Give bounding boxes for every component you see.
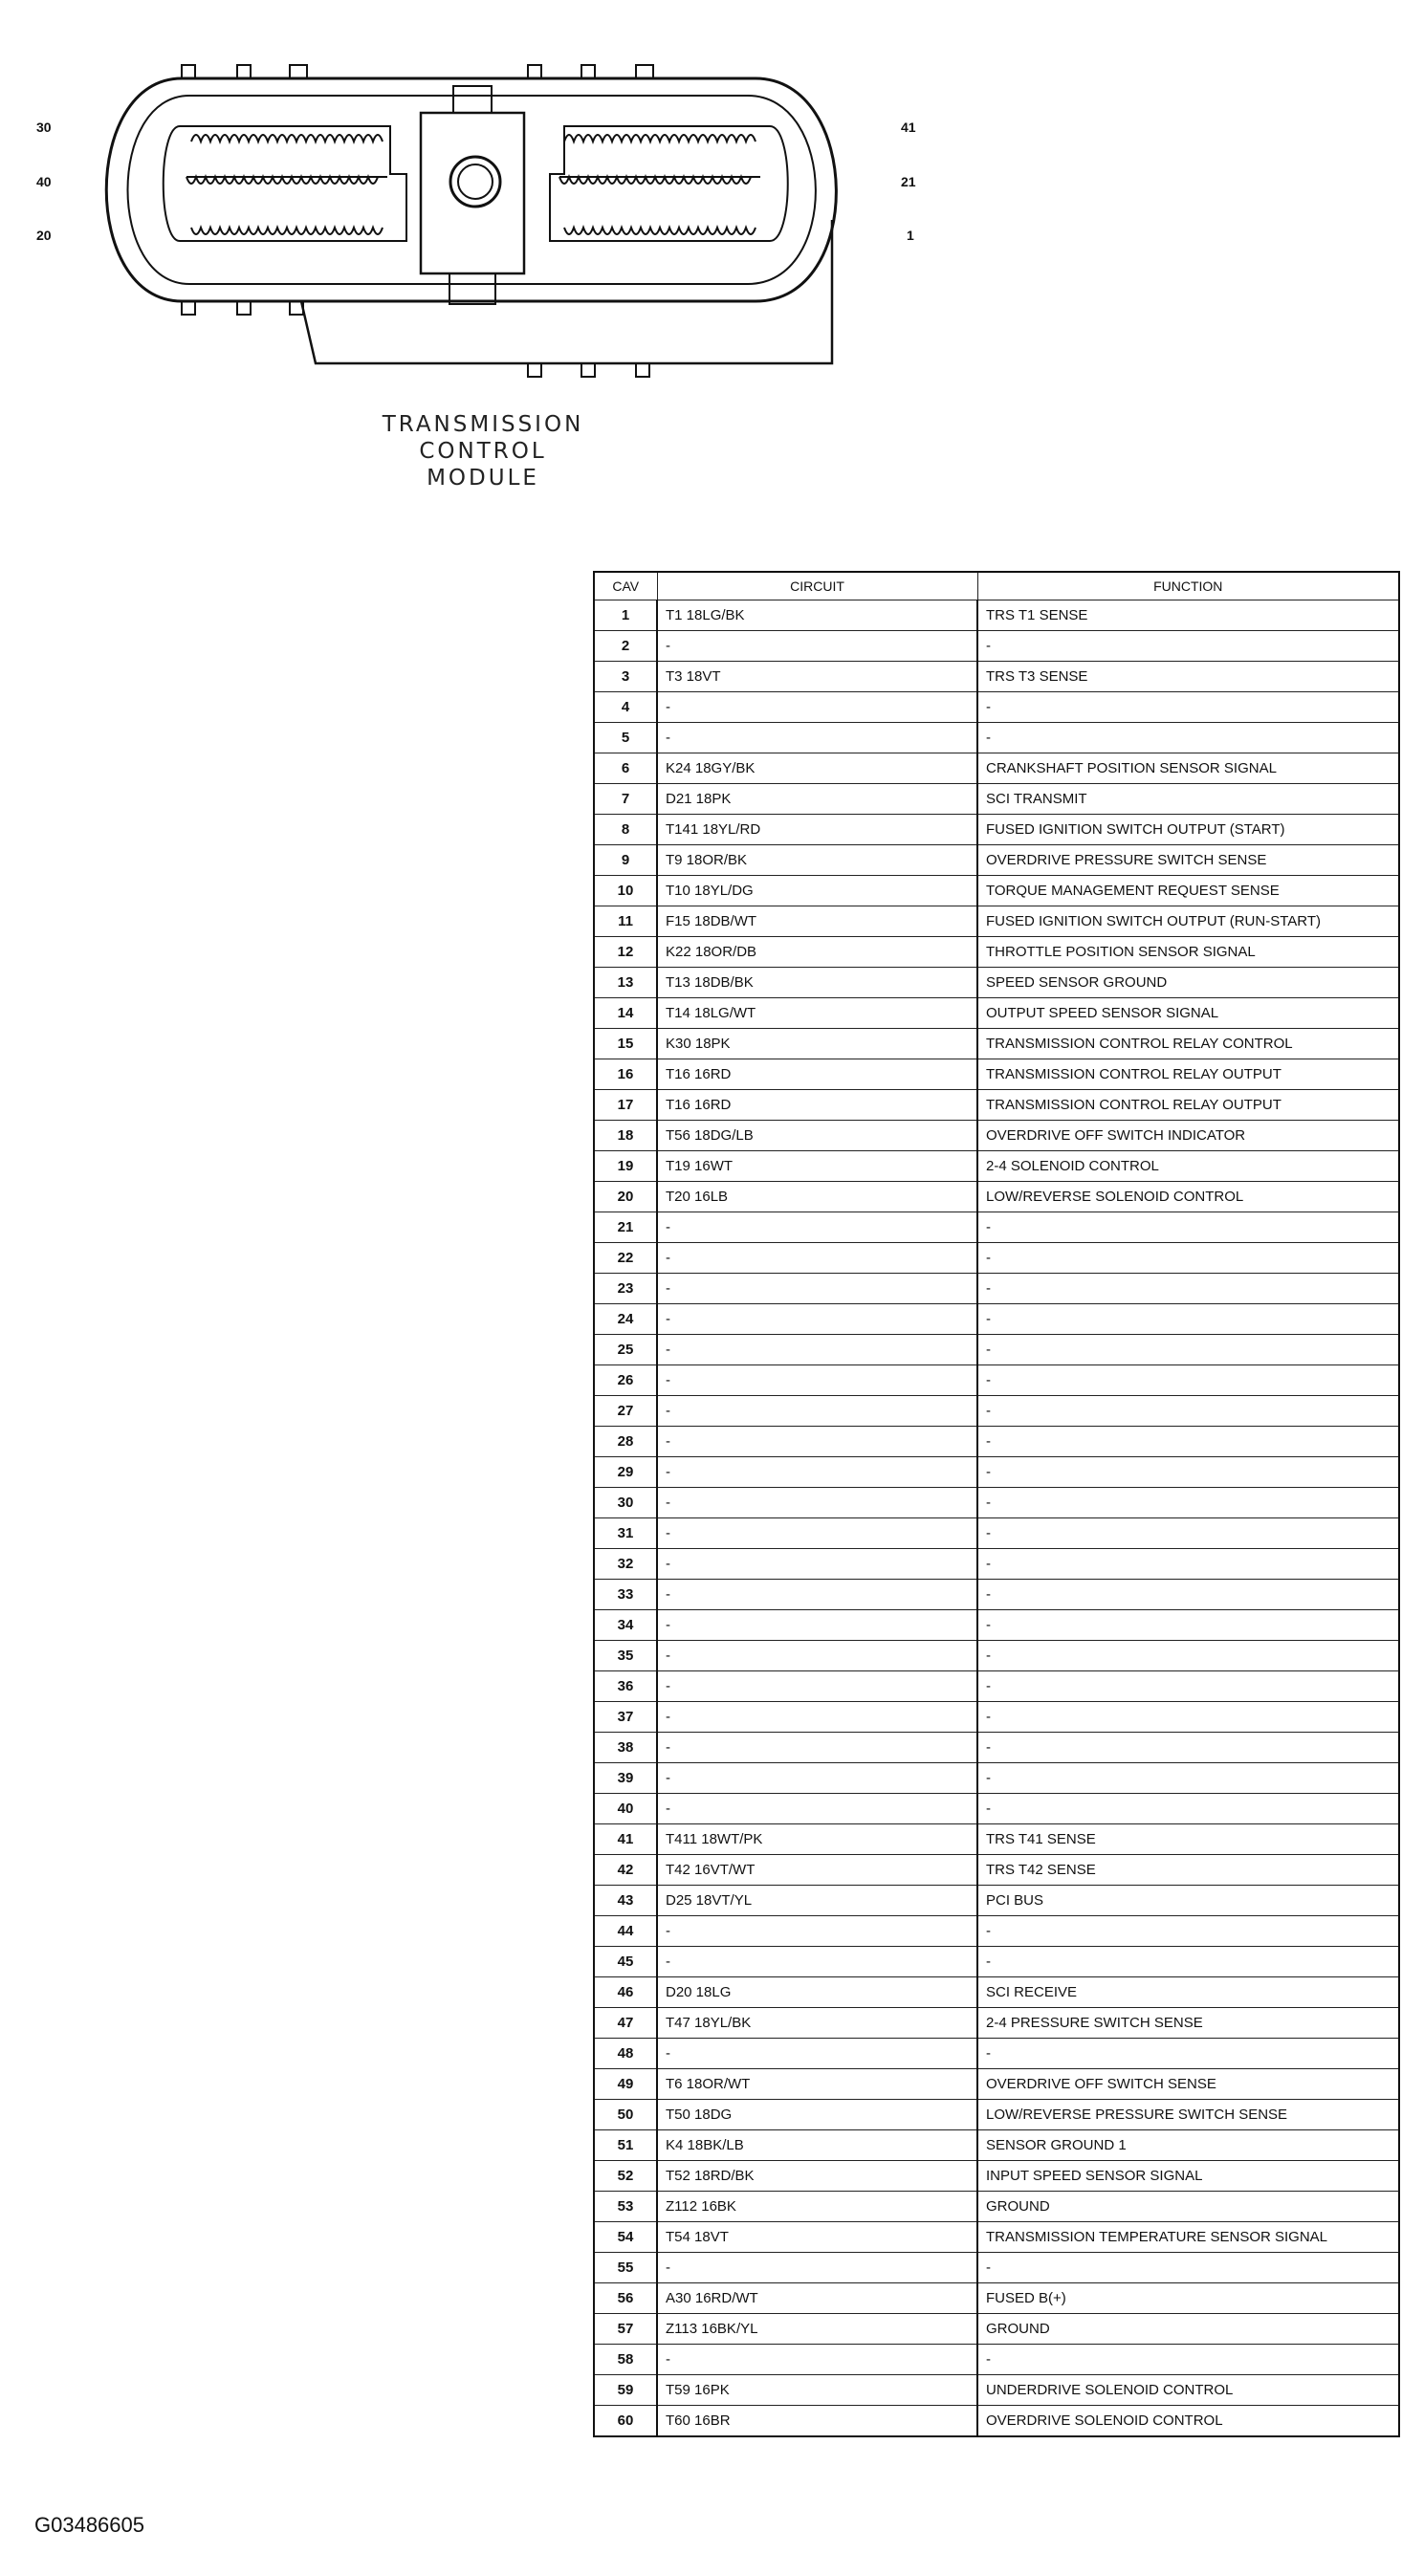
table-row (594, 1365, 1399, 1396)
cav-cell: 14 (594, 998, 657, 1029)
circuit-cell: T60 16BR (657, 2406, 977, 2437)
table-row (594, 1488, 1399, 1518)
circuit-cell: - (657, 1702, 977, 1733)
function-cell: GROUND (977, 2192, 1399, 2222)
cav-cell: 27 (594, 1396, 657, 1427)
function-cell: SCI TRANSMIT (977, 784, 1399, 815)
function-cell: PCI BUS (977, 1886, 1399, 1916)
cav-cell: 53 (594, 2192, 657, 2222)
table-row (594, 1243, 1399, 1274)
header-cav: CAV (594, 572, 657, 600)
function-cell: - (977, 1212, 1399, 1243)
circuit-cell: K22 18OR/DB (657, 937, 977, 968)
function-cell: - (977, 631, 1399, 662)
function-cell: TRANSMISSION TEMPERATURE SENSOR SIGNAL (977, 2222, 1399, 2253)
function-cell: LOW/REVERSE PRESSURE SWITCH SENSE (977, 2100, 1399, 2130)
circuit-cell: - (657, 1488, 977, 1518)
pinout-table (593, 571, 1400, 2437)
caption-line-3: MODULE (427, 466, 539, 491)
table-row (594, 1794, 1399, 1824)
pin-row-left-middle (186, 177, 387, 184)
cav-cell: 31 (594, 1518, 657, 1549)
table-row (594, 1396, 1399, 1427)
function-cell: TRS T41 SENSE (977, 1824, 1399, 1855)
function-cell: 2-4 PRESSURE SWITCH SENSE (977, 2008, 1399, 2039)
table-row (594, 1824, 1399, 1855)
cav-cell: 34 (594, 1610, 657, 1641)
cav-cell: 17 (594, 1090, 657, 1121)
table-row (594, 1335, 1399, 1365)
function-cell: TRANSMISSION CONTROL RELAY CONTROL (977, 1029, 1399, 1059)
cav-cell: 43 (594, 1886, 657, 1916)
circuit-cell: T13 18DB/BK (657, 968, 977, 998)
cav-cell: 30 (594, 1488, 657, 1518)
cav-cell: 56 (594, 2283, 657, 2314)
table-row (594, 2100, 1399, 2130)
circuit-cell: T141 18YL/RD (657, 815, 977, 845)
circuit-cell: T59 16PK (657, 2375, 977, 2406)
function-cell: OVERDRIVE PRESSURE SWITCH SENSE (977, 845, 1399, 876)
table-row (594, 723, 1399, 753)
cav-cell: 38 (594, 1733, 657, 1763)
circuit-cell: - (657, 1549, 977, 1580)
circuit-cell: T6 18OR/WT (657, 2069, 977, 2100)
cav-cell: 59 (594, 2375, 657, 2406)
circuit-cell: T14 18LG/WT (657, 998, 977, 1029)
table-row (594, 937, 1399, 968)
cav-cell: 55 (594, 2253, 657, 2283)
table-row (594, 1733, 1399, 1763)
circuit-cell: - (657, 1365, 977, 1396)
circuit-cell: T54 18VT (657, 2222, 977, 2253)
cav-cell: 20 (594, 1182, 657, 1212)
circuit-cell: - (657, 2039, 977, 2069)
caption-line-1: TRANSMISSION (382, 412, 584, 437)
function-cell: FUSED IGNITION SWITCH OUTPUT (RUN-START) (977, 906, 1399, 937)
cav-cell: 7 (594, 784, 657, 815)
circuit-cell: - (657, 2253, 977, 2283)
function-cell: TRS T3 SENSE (977, 662, 1399, 692)
circuit-cell: - (657, 1396, 977, 1427)
table-row (594, 2130, 1399, 2161)
function-cell: - (977, 1916, 1399, 1947)
circuit-cell: - (657, 1916, 977, 1947)
circuit-cell: T50 18DG (657, 2100, 977, 2130)
cav-cell: 3 (594, 662, 657, 692)
function-cell: - (977, 1763, 1399, 1794)
table-row (594, 815, 1399, 845)
pin-label-1: 1 (907, 228, 914, 243)
table-row (594, 968, 1399, 998)
table-row (594, 2314, 1399, 2345)
circuit-cell: D21 18PK (657, 784, 977, 815)
cav-cell: 32 (594, 1549, 657, 1580)
function-cell: 2-4 SOLENOID CONTROL (977, 1151, 1399, 1182)
function-cell: - (977, 1335, 1399, 1365)
cav-cell: 51 (594, 2130, 657, 2161)
function-cell: - (977, 1733, 1399, 1763)
function-cell: SENSOR GROUND 1 (977, 2130, 1399, 2161)
circuit-cell: Z113 16BK/YL (657, 2314, 977, 2345)
table-row (594, 1518, 1399, 1549)
function-cell: - (977, 1243, 1399, 1274)
table-row (594, 876, 1399, 906)
cav-cell: 60 (594, 2406, 657, 2437)
pin-row-right-middle (559, 177, 760, 184)
table-row (594, 1977, 1399, 2008)
function-cell: - (977, 1274, 1399, 1304)
circuit-cell: - (657, 723, 977, 753)
table-body (594, 600, 1399, 2437)
circuit-cell: - (657, 1304, 977, 1335)
function-cell: - (977, 692, 1399, 723)
table-row (594, 1763, 1399, 1794)
pin-label-30: 30 (36, 120, 52, 135)
cav-cell: 47 (594, 2008, 657, 2039)
table-row (594, 2222, 1399, 2253)
circuit-cell: - (657, 1641, 977, 1671)
table-row (594, 1121, 1399, 1151)
pin-row-right-bottom (564, 228, 756, 234)
figure-id: G03486605 (34, 2513, 144, 2537)
table-row (594, 1702, 1399, 1733)
circuit-cell: T42 16VT/WT (657, 1855, 977, 1886)
cav-cell: 41 (594, 1824, 657, 1855)
function-cell: FUSED B(+) (977, 2283, 1399, 2314)
function-cell: THROTTLE POSITION SENSOR SIGNAL (977, 937, 1399, 968)
circuit-cell: T56 18DG/LB (657, 1121, 977, 1151)
table-row (594, 1610, 1399, 1641)
cav-cell: 8 (594, 815, 657, 845)
function-cell: OVERDRIVE SOLENOID CONTROL (977, 2406, 1399, 2437)
connector-caption (316, 411, 650, 491)
cav-cell: 33 (594, 1580, 657, 1610)
cav-cell: 22 (594, 1243, 657, 1274)
circuit-cell: - (657, 1733, 977, 1763)
pin-row-left-bottom (191, 228, 383, 234)
cav-cell: 26 (594, 1365, 657, 1396)
function-cell: - (977, 1427, 1399, 1457)
table-header-row (594, 572, 1399, 600)
cav-cell: 10 (594, 876, 657, 906)
circuit-cell: A30 16RD/WT (657, 2283, 977, 2314)
function-cell: - (977, 723, 1399, 753)
function-cell: - (977, 1580, 1399, 1610)
cav-cell: 49 (594, 2069, 657, 2100)
table-row (594, 2375, 1399, 2406)
circuit-cell: - (657, 1518, 977, 1549)
cav-cell: 44 (594, 1916, 657, 1947)
table-row (594, 845, 1399, 876)
function-cell: OVERDRIVE OFF SWITCH SENSE (977, 2069, 1399, 2100)
cav-cell: 5 (594, 723, 657, 753)
table-row (594, 1212, 1399, 1243)
function-cell: INPUT SPEED SENSOR SIGNAL (977, 2161, 1399, 2192)
table-row (594, 1855, 1399, 1886)
table-row (594, 662, 1399, 692)
circuit-cell: - (657, 692, 977, 723)
function-cell: - (977, 1794, 1399, 1824)
cav-cell: 28 (594, 1427, 657, 1457)
circuit-cell: D20 18LG (657, 1977, 977, 2008)
cav-cell: 46 (594, 1977, 657, 2008)
table-row (594, 1427, 1399, 1457)
connector-bottom-tabs (182, 301, 649, 377)
table-row (594, 2008, 1399, 2039)
function-cell: UNDERDRIVE SOLENOID CONTROL (977, 2375, 1399, 2406)
header-circuit: CIRCUIT (657, 572, 977, 600)
table-row (594, 1029, 1399, 1059)
table-row (594, 998, 1399, 1029)
circuit-cell: - (657, 1427, 977, 1457)
table-row (594, 2192, 1399, 2222)
cav-cell: 57 (594, 2314, 657, 2345)
table-row (594, 1274, 1399, 1304)
circuit-cell: T52 18RD/BK (657, 2161, 977, 2192)
circuit-cell: K4 18BK/LB (657, 2130, 977, 2161)
cav-cell: 35 (594, 1641, 657, 1671)
function-cell: - (977, 2039, 1399, 2069)
pin-label-20: 20 (36, 228, 52, 243)
cav-cell: 25 (594, 1335, 657, 1365)
circuit-cell: K24 18GY/BK (657, 753, 977, 784)
circuit-cell: T16 16RD (657, 1090, 977, 1121)
table-row (594, 2406, 1399, 2437)
table-row (594, 1947, 1399, 1977)
circuit-cell: - (657, 1274, 977, 1304)
function-cell: SPEED SENSOR GROUND (977, 968, 1399, 998)
circuit-cell: - (657, 1671, 977, 1702)
cav-cell: 58 (594, 2345, 657, 2375)
cav-cell: 29 (594, 1457, 657, 1488)
circuit-cell: T20 16LB (657, 1182, 977, 1212)
table-row (594, 1059, 1399, 1090)
function-cell: SCI RECEIVE (977, 1977, 1399, 2008)
circuit-cell: T19 16WT (657, 1151, 977, 1182)
function-cell: - (977, 1702, 1399, 1733)
cav-cell: 13 (594, 968, 657, 998)
cav-cell: 40 (594, 1794, 657, 1824)
table-row (594, 2253, 1399, 2283)
connector-top-tabs (182, 65, 653, 78)
caption-line-2: CONTROL (419, 439, 547, 464)
function-cell: - (977, 1518, 1399, 1549)
circuit-cell: - (657, 1610, 977, 1641)
connector-diagram (0, 0, 956, 402)
table-row (594, 1182, 1399, 1212)
function-cell: FUSED IGNITION SWITCH OUTPUT (START) (977, 815, 1399, 845)
circuit-cell: - (657, 1947, 977, 1977)
circuit-cell: T411 18WT/PK (657, 1824, 977, 1855)
cav-cell: 48 (594, 2039, 657, 2069)
cav-cell: 45 (594, 1947, 657, 1977)
table-row (594, 1580, 1399, 1610)
table-row (594, 1457, 1399, 1488)
cav-cell: 50 (594, 2100, 657, 2130)
circuit-cell: T10 18YL/DG (657, 876, 977, 906)
circuit-cell: D25 18VT/YL (657, 1886, 977, 1916)
table-row (594, 1886, 1399, 1916)
center-housing (421, 113, 524, 273)
header-function: FUNCTION (977, 572, 1399, 600)
table-row (594, 1304, 1399, 1335)
cav-cell: 18 (594, 1121, 657, 1151)
cav-cell: 1 (594, 600, 657, 631)
cav-cell: 23 (594, 1274, 657, 1304)
table-row (594, 753, 1399, 784)
function-cell: LOW/REVERSE SOLENOID CONTROL (977, 1182, 1399, 1212)
cav-cell: 24 (594, 1304, 657, 1335)
cav-cell: 16 (594, 1059, 657, 1090)
table-row (594, 2345, 1399, 2375)
function-cell: - (977, 1671, 1399, 1702)
cav-cell: 4 (594, 692, 657, 723)
table-row (594, 784, 1399, 815)
function-cell: - (977, 2345, 1399, 2375)
cav-cell: 2 (594, 631, 657, 662)
cav-cell: 11 (594, 906, 657, 937)
table-row (594, 2039, 1399, 2069)
function-cell: TRS T42 SENSE (977, 1855, 1399, 1886)
circuit-cell: - (657, 1794, 977, 1824)
circuit-cell: - (657, 2345, 977, 2375)
function-cell: OUTPUT SPEED SENSOR SIGNAL (977, 998, 1399, 1029)
table-row (594, 600, 1399, 631)
function-cell: CRANKSHAFT POSITION SENSOR SIGNAL (977, 753, 1399, 784)
function-cell: OVERDRIVE OFF SWITCH INDICATOR (977, 1121, 1399, 1151)
table-row (594, 1671, 1399, 1702)
function-cell: - (977, 1610, 1399, 1641)
table-row (594, 2161, 1399, 2192)
cav-cell: 9 (594, 845, 657, 876)
circuit-cell: T47 18YL/BK (657, 2008, 977, 2039)
circuit-cell: T3 18VT (657, 662, 977, 692)
function-cell: - (977, 1304, 1399, 1335)
circuit-cell: - (657, 1457, 977, 1488)
pin-label-41: 41 (901, 120, 916, 135)
function-cell: GROUND (977, 2314, 1399, 2345)
table-row (594, 906, 1399, 937)
function-cell: TORQUE MANAGEMENT REQUEST SENSE (977, 876, 1399, 906)
function-cell: TRS T1 SENSE (977, 600, 1399, 631)
function-cell: TRANSMISSION CONTROL RELAY OUTPUT (977, 1059, 1399, 1090)
circuit-cell: - (657, 631, 977, 662)
function-cell: - (977, 1641, 1399, 1671)
circuit-cell: K30 18PK (657, 1029, 977, 1059)
pin-label-40: 40 (36, 174, 52, 189)
pin-row-right-top (564, 135, 756, 142)
circuit-cell: - (657, 1580, 977, 1610)
circuit-cell: T16 16RD (657, 1059, 977, 1090)
table-row (594, 2069, 1399, 2100)
cav-cell: 19 (594, 1151, 657, 1182)
circuit-cell: - (657, 1212, 977, 1243)
pin-label-21: 21 (901, 174, 916, 189)
table-row (594, 1549, 1399, 1580)
connector-inner-shell (128, 96, 816, 284)
cav-cell: 52 (594, 2161, 657, 2192)
function-cell: - (977, 1365, 1399, 1396)
circuit-cell: - (657, 1243, 977, 1274)
table-row (594, 2283, 1399, 2314)
function-cell: - (977, 1488, 1399, 1518)
table-row (594, 692, 1399, 723)
circuit-cell: - (657, 1763, 977, 1794)
cav-cell: 15 (594, 1029, 657, 1059)
circuit-cell: F15 18DB/WT (657, 906, 977, 937)
cav-cell: 42 (594, 1855, 657, 1886)
cav-cell: 37 (594, 1702, 657, 1733)
table-row (594, 631, 1399, 662)
function-cell: - (977, 1396, 1399, 1427)
cav-cell: 12 (594, 937, 657, 968)
function-cell: TRANSMISSION CONTROL RELAY OUTPUT (977, 1090, 1399, 1121)
function-cell: - (977, 1549, 1399, 1580)
table-row (594, 1916, 1399, 1947)
function-cell: - (977, 1457, 1399, 1488)
cav-cell: 21 (594, 1212, 657, 1243)
circuit-cell: Z112 16BK (657, 2192, 977, 2222)
table-row (594, 1641, 1399, 1671)
pin-row-left-top (191, 135, 383, 142)
circuit-cell: - (657, 1335, 977, 1365)
function-cell: - (977, 2253, 1399, 2283)
cav-cell: 36 (594, 1671, 657, 1702)
cav-cell: 6 (594, 753, 657, 784)
cav-cell: 39 (594, 1763, 657, 1794)
table-row (594, 1151, 1399, 1182)
table-row (594, 1090, 1399, 1121)
cav-cell: 54 (594, 2222, 657, 2253)
circuit-cell: T9 18OR/BK (657, 845, 977, 876)
circuit-cell: T1 18LG/BK (657, 600, 977, 631)
function-cell: - (977, 1947, 1399, 1977)
